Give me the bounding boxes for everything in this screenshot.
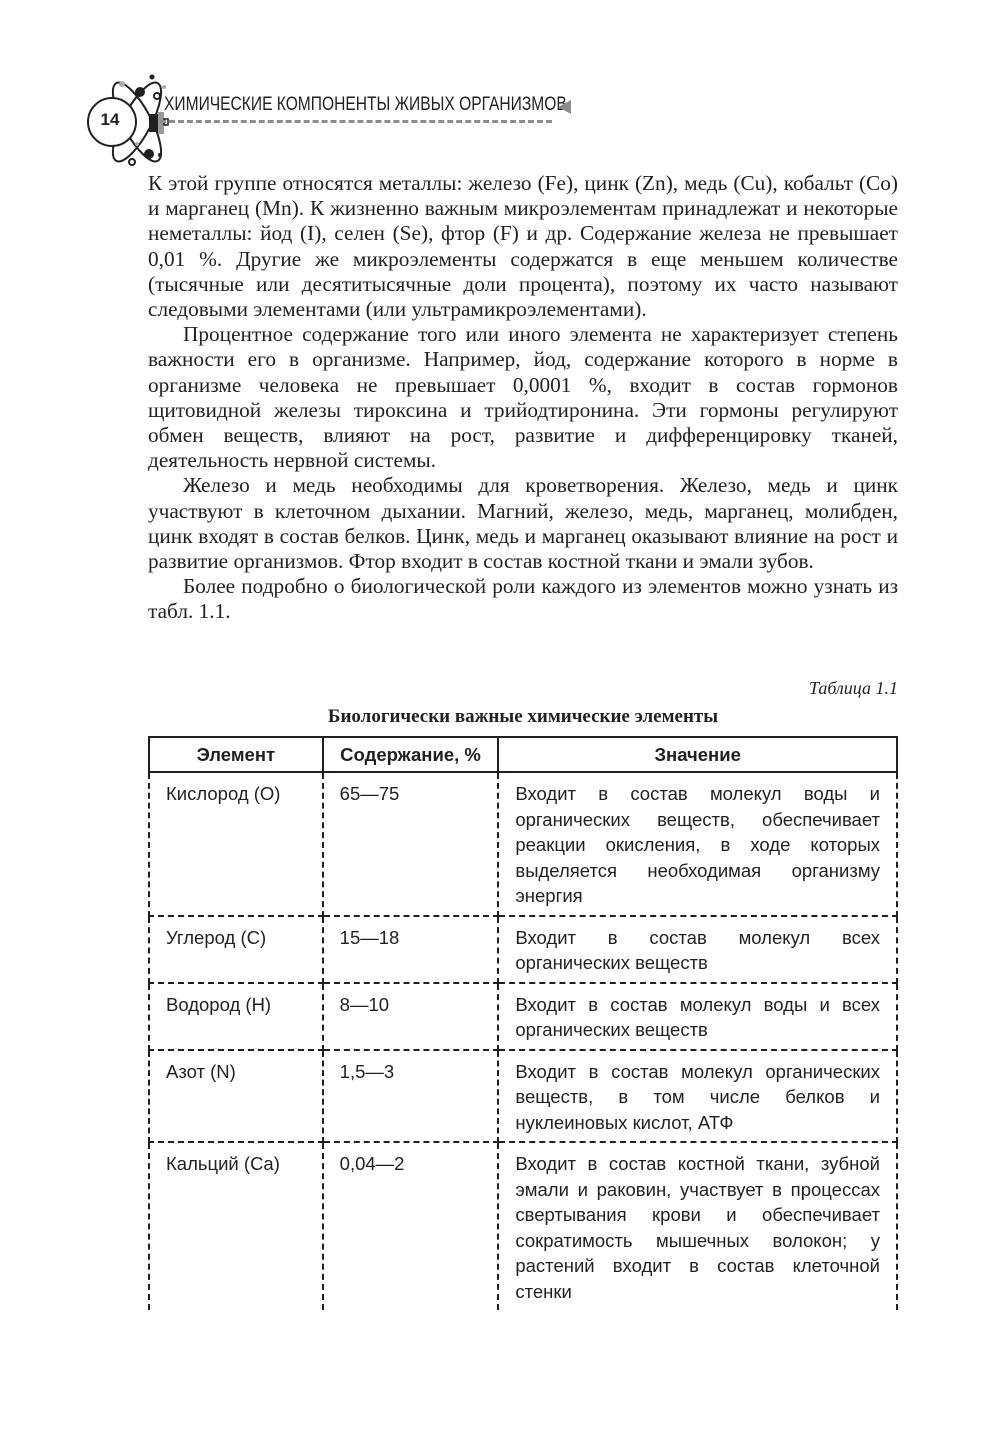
body-text [148, 171, 898, 625]
column-header-element: Элемент [149, 737, 323, 772]
paragraph: Процентное содержание того или иного элемента не характеризует степень важности его в организме. Например, йод, содержание которого в норме в организме человека не превышает 0,0001 %, входит в состав гормонов щитовидной железы тироксина и трийодтиронина. Эти гормоны регулируют обмен веществ, влияют на рост, развитие и дифференцировку тканей, деятельность нервной системы. [148, 322, 898, 473]
content-cell: 1,5—3 [323, 1050, 499, 1143]
role-cell: Входит в состав костной ткани, зубной эмали и раковин, участвует в процессах свертывания крови и обеспечивает сократимость мышечных волокон; у растений входит в состав клеточной стенки [498, 1142, 897, 1310]
content-cell: 0,04—2 [323, 1142, 499, 1310]
table-row [149, 916, 897, 983]
role-cell: Входит в состав молекул воды и всех органических веществ [498, 983, 897, 1050]
table-row [149, 772, 897, 916]
paragraph: К этой группе относятся металлы: железо (Fe), цинк (Zn), медь (Cu), кобальт (Co) и марганец (Mn). К жизненно важным микроэлементам принадлежат и некоторые неметаллы: йод (I), селен (Se), фтор (F) и др. Содержание железа не превышает 0,01 %. Другие же микроэлементы содержатся в еще меньшем количестве (тысячные или десятитысячные доли процента), поэтому их часто называют следовыми элементами (или ультрамикроэлементами). [148, 171, 898, 322]
role-cell: Входит в состав молекул всех органических веществ [498, 916, 897, 983]
header-dashed-rule [160, 120, 552, 123]
role-cell: Входит в состав молекул органических веществ, в том числе белков и нуклеиновых кислот, АТФ [498, 1050, 897, 1143]
column-header-role: Значение [498, 737, 897, 772]
page-header [82, 72, 582, 172]
content-cell: 15—18 [323, 916, 499, 983]
table-row [149, 1142, 897, 1310]
content-cell: 8—10 [323, 983, 499, 1050]
table-caption: Таблица 1.1 [808, 678, 898, 698]
paragraph: Более подробно о биологической роли каждого из элементов можно узнать из табл. 1.1. [148, 574, 898, 624]
element-cell: Кальций (Ca) [149, 1142, 323, 1310]
paragraph: Железо и медь необходимы для кроветворения. Железо, медь и цинк участвуют в клеточном дыхании. Магний, железо, медь, марганец, молибден, цинк входят в состав белков. Цинк, медь и марганец оказывают влияние на рост и развитие организмов. Фтор входит в состав костной ткани и эмали зубов. [148, 473, 898, 574]
element-cell: Углерод (C) [149, 916, 323, 983]
content-cell: 65—75 [323, 772, 499, 916]
column-header-content: Содержание, % [323, 737, 499, 772]
table-row [149, 983, 897, 1050]
element-cell: Кислород (O) [149, 772, 323, 916]
element-cell: Азот (N) [149, 1050, 323, 1143]
table-header-row [149, 737, 897, 772]
role-cell: Входит в состав молекул воды и органических веществ, обеспечивает реакции окисления, в ходе которых выделяется необходимая организму энергия [498, 772, 897, 916]
running-title: ХИМИЧЕСКИЕ КОМПОНЕНТЫ ЖИВЫХ ОРГАНИЗМОВ [164, 94, 567, 115]
elements-table [148, 736, 898, 1310]
table-row [149, 1050, 897, 1143]
arrow-left-icon [558, 100, 571, 114]
page-number: 14 [100, 110, 120, 129]
table-title: Биологически важные химические элементы [327, 706, 719, 727]
element-cell: Водород (H) [149, 983, 323, 1050]
